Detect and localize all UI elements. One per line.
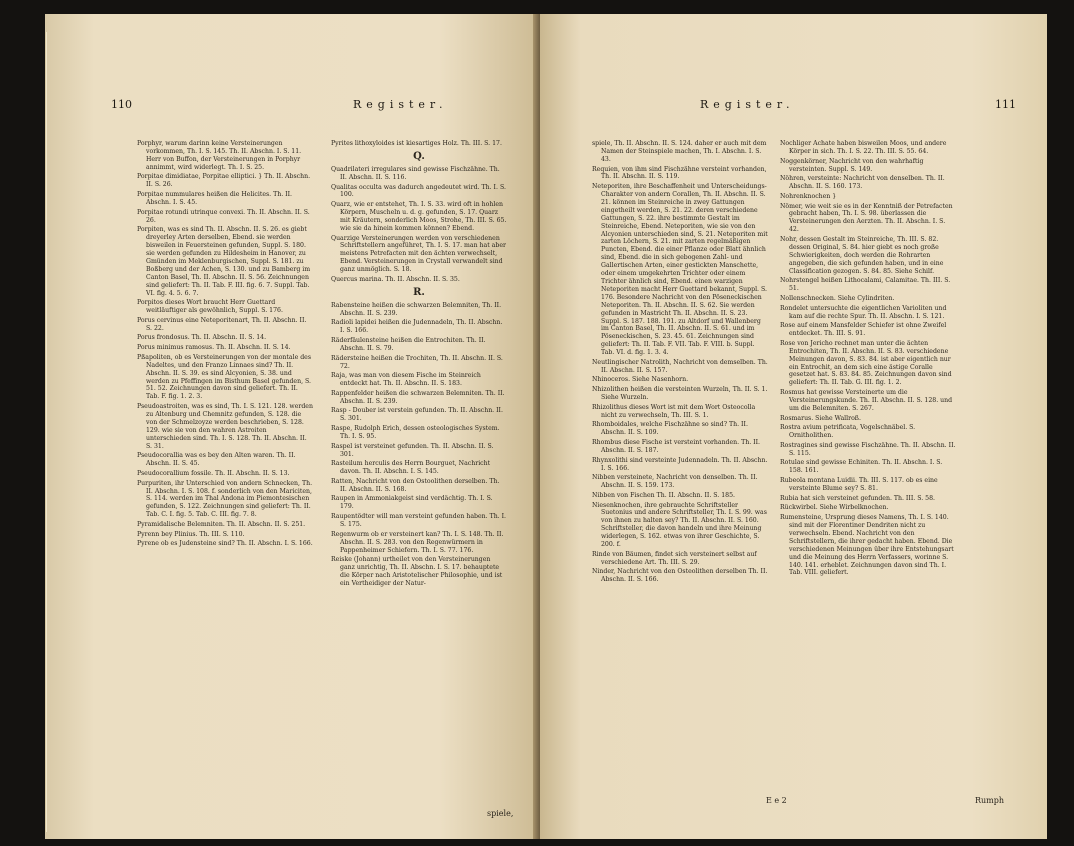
index-entry: Purpuriten, ihr Unterschied von andern Schnecken, Th. II. Abschn. I. S. 108. f. sonderlich von den Mariciten, S. 114. werden im Thal Andona im Piemontesischen gefunden, S. 122. Zeichnungen sind geliefert: Th. II. Tab. C. I. fig. 5. Tab. C. III. fig. 7. 8. [137, 479, 313, 519]
left-catchword: spiele, [487, 809, 514, 818]
index-entry: Nhinoceros. Siehe Nasenhorn. [592, 376, 689, 384]
index-entry: Quarz, wie er entstehet, Th. I. S. 33. wird oft in hohlen Körpern, Muscheln u. d. g. gefunden, S. 17. Quarz mit Kräutern, sonderlich Moos, Strohe, Th. III. S. 65. wie sie da hinein kommen können? Ebend. [331, 201, 507, 232]
index-entry: Porpitae dimidiatae, Porpitae elliptici. } Th. II. Abschn. II. S. 26. [137, 173, 311, 189]
index-entry: spiele, Th. II. Abschn. II. S. 124. daher er auch mit dem Namen der Steinspiele machen, Th. I. Abschn. I. S. 43. [592, 140, 767, 163]
right-column-a [592, 140, 768, 586]
right-running-title: Register. [700, 98, 795, 111]
left-page-number: 110 [111, 98, 132, 111]
left-page-header [45, 98, 538, 116]
index-entry: Raspel ist versteinet gefunden. Th. II. Abschn. II. S. 301. [331, 442, 494, 458]
index-entry: Quadrilateri irregulares sind gewisse Fischzähne. Th. II. Abschn. II. S. 116. [331, 165, 500, 181]
index-entry: Rasp - Douber ist verstein gefunden. Th. II. Abschn. II. S. 301. [331, 407, 503, 423]
index-entry: Requien, von ihm sind Fischzähne versteint vorhanden, Th. II. Abschn. II. S. 119. [592, 165, 767, 181]
index-entry: Pßapoliten, ob es Versteinerungen von der montale des Nadeltes, und den Franzo Linnaes sind? Th. II. Abschn. II. S. 39. es sind Alcyonien, S. 38. und werden zu Pfeffingen im Bisthum Basel gefunden, S. 51. 52. Zeichnungen davon sind geliefert. Th. II. Tab. F. fig. 1. 2. 3. [137, 353, 312, 401]
index-entry: Nöhren, versteinte: Nachricht von denselben. Th. II. Abschn. II. S. 160. 173. [780, 175, 945, 191]
index-entry: Nibben von Fischen Th. II. Abschn. II. S. 185. [592, 491, 736, 499]
index-entry: Radioli lapidei heißen die Judennadeln, Th. II. Abschn. I. S. 166. [331, 319, 503, 335]
index-entry: Pyrene ob es Judensteine sind? Th. II. Abschn. I. S. 166. [137, 540, 313, 548]
index-entry: Porus minimus ramosus. Th. II. Abschn. II. S. 14. [137, 344, 291, 352]
index-entry: Quercus marina. Th. II. Abschn. II. S. 35. [331, 275, 460, 283]
index-entry: Neutlingischer Natrolith, Nachricht von demselben. Th. II. Abschn. II. S. 157. [592, 358, 768, 374]
index-entry: Raupen in Ammoniakgeist sind verdächtig. Th. I. S. 179. [331, 495, 493, 511]
section-letter: Q. [413, 150, 425, 162]
left-running-title: Register. [353, 98, 448, 111]
index-entry: Nohrenknochen } [780, 192, 837, 200]
right-page [540, 14, 1047, 839]
index-entry: Porpitae nummulares heißen die Helicites. Th. II. Abschn. I. S. 45. [137, 191, 293, 206]
index-entry: Nohrstengel heißen Lithocalami, Calamitae. Th. III. S. 51. [780, 277, 951, 293]
index-entry: Rostra avium petrificata, Vogelschnäbel. S. Ornitholithen. [780, 424, 916, 440]
right-catchword: Rumph [975, 796, 1005, 805]
index-entry: Raupentödter will man versteint gefunden haben. Th. I. S. 175. [331, 513, 507, 528]
index-entry: Rubia hat sich versteinet gefunden. Th. III. S. 58. [780, 494, 935, 502]
left-column-a [137, 140, 313, 550]
index-entry: Nollenschnecken. Siehe Cylindriten. [780, 294, 895, 302]
right-column-b [780, 140, 956, 579]
index-entry: Noggenkörner, Nachricht von den wahrhaftig versteinten. Suppl. S. 149. [780, 157, 924, 173]
index-entry: Ratten, Nachricht von den Ostoolithen derselben. Th. II. Abschn. II. S. 168. [331, 477, 500, 493]
index-entry: Nhizolithen heißen die versteinten Wurzeln, Th. II. S. 1. Siehe Wurzeln. [592, 386, 768, 402]
index-entry: Pseudocorallium fossile. Th. II. Abschn. II. S. 13. [137, 469, 290, 477]
index-entry: Porphyr, warum darinn keine Versteinerungen vorkommen, Th. I. S. 145. Th. II. Abschn. I. S. 11. Herr von Buffon, der Versteinerungen in Porphyr annimmt, wird widerlegt. Th. I. S. 25. [137, 140, 302, 171]
index-entry: Rubeola montana Luidii. Th. III. S. 117. ob es eine versteinte Blume sey? S. 81. [780, 477, 938, 492]
index-entry: Rostragines sind gewisse Fischzähne. Th. II. Abschn. II. S. 115. [780, 441, 956, 457]
index-entry: Rhombus diese Fische ist versteint vorhanden. Th. II. Abschn. II. S. 187. [592, 439, 760, 454]
signature-mark: E e 2 [766, 796, 787, 805]
index-entry: Pseudoastroiten, was es sind, Th. I. S. 121. 128. werden zu Altenburg und Chemnitz gefunden, S. 128. die von der Schmelzoyze werden beschrieben, S. 128. 129. wie sie von den wahren Astroiten unterschieden sind. Th. I. S. 128. Th. II. Abschn. II. S. 31. [137, 403, 313, 450]
index-entry: Rhomboidales, welche Fischzähne so sind? Th. II. Abschn. II. S. 109. [592, 421, 748, 437]
index-entry: Rückwirbel. Siehe Wirbelknochen. [780, 504, 889, 512]
index-entry: Rhynxolithi sind versteinte Judennadeln. Th. II. Abschn. I. S. 166. [592, 456, 768, 472]
index-entry: Reiske (Johann) urtheilet von den Versteinerungen ganz unrichtig, Th. II. Abschn. I. S. 17. behauptete die Körper nach Aristotelischer Philosophie, und ist ein Vertheidiger der Natur- [331, 556, 503, 587]
index-entry: Porus cervinus eine Neteporitenart, Th. II. Abschn. II. S. 22. [137, 316, 307, 332]
index-entry: Nibben versteinete, Nachricht von denselben. Th. II. Abschn. II. S. 159. 173. [592, 474, 758, 490]
right-page-number: 111 [995, 98, 1016, 111]
index-entry: Rosmarus. Siehe Wallroß. [780, 414, 861, 422]
index-entry: Porpiten, was es sind Th. II. Abschn. II. S. 26. es giebt dreyerley Arten derselben, Ebend. sie werden bisweilen in Feuersteinen gefunden, Suppl. S. 180. sie werden gefunden zu Hildesheim in Hanover, zu Gmünden im Meklenburgischen, Suppl. S. 181. zu Boßberg und der Achen, S. 130. und zu Bamberg im Canton Basel, Th. II. Abschn. II. S. 56. Zeichnungen sind geliefert: Th. II. Tab. F. III. fig. 6. 7. Suppl. Tab. VI. fig. 4. 5. 6. 7. [137, 226, 311, 297]
index-entry: Nohr, dessen Gestalt im Steinreiche, Th. III. S. 82. dessen Original, S. 84. hier giebt es noch große Schwierigkeiten, doch werden die Rohrarten angegeben, die sich gefunden haben, und in eine Classification gezogen. S. 84. 85. Siehe Schilf. [780, 235, 944, 275]
index-entry: Rasteilum herculis des Herrn Bourguet, Nachricht davon. Th. II. Abschn. I. S. 145. [331, 460, 491, 476]
index-entry: Nömer, wie weit sie es in der Kenntniß der Petrefacten gebracht haben, Th. I. S. 98. überlassen die Versteinerungen den Aerzten. Th. II. Abschn. I. S. 42. [780, 202, 953, 234]
index-entry: Niesenknochen, ihre gebrauchte Schriftsteller Suetonius und andere Schriftsteller, Th. I. S. 99. was von ihnen zu halten sey? Th. II. Abschn. II. S. 160. Schriftsteller, die davon handeln und ihre Meinung widerlegen, S. 162. etwas von ihrer Geschichte, S. 200. f. [592, 501, 767, 549]
index-entry: Qualitas occulta was dadurch angedeutet wird. Th. I. S. 100. [331, 183, 506, 199]
index-entry: Raja, was man von diesem Fische im Steinreich entdeckt hat. Th. II. Abschn. II. S. 183. [331, 372, 481, 388]
index-entry: Regenwurm ob er versteinert kan? Th. I. S. 148. Th. II. Abschn. II. S. 283. von den Regenwürmern in Pappenheimer Schiefern. Th. I. S. 77. 176. [331, 530, 504, 554]
section-letter: R. [413, 286, 425, 298]
index-entry: Porpitos dieses Wort braucht Herr Guettard weitläuftiger als gewöhnlich, Suppl. S. 176. [137, 299, 283, 315]
index-entry: Rose auf einem Mansfelder Schiefer ist ohne Zweifel entdecket. Th. III. S. 91. [780, 322, 947, 338]
index-entry: Neteporiten, ihre Beschaffenheit und Unterscheidungs-Charakter von andern Corallen, Th. II. Abschn. II. S. 21. können im Steinreiche in zwey Gattungen eingetheilt werden, S. 21. 22. deren verschiedene Gattungen, S. 22. ihre bestimmte Gestalt im Steinreiche, Ebend. Neteporiten, wie sie von den Alcyonien unterschieden sind, S. 21. Neteporiten mit zarten Löchern, S. 21. mit zarten regelmäßigen Puncten, Ebend. die einer Pflanze oder Blatt ähnlich sind, Ebend. die in sich gebogenen Zahl- und Gallertischen Arten, einer gestickten Manschette, oder einem umgekehrten Trichter oder einem Trichter ähnlich sind, Ebend. einen warzigen Neteporiten macht Herr Guettard bekannt, Suppl. S. 176. Besondere Nachricht von den Pöseneckischen Neteporiten. Th. II. Abschn. II. S. 62. Sie werden gefunden in Mastricht Th. II. Abschn. II. S. 23. Suppl. S. 187. 188. 191. zu Altdorf und Wallenberg im Canton Basel, Th. II. Abschn. II. S. 61. und im Pöseneckischen, S. 23. 45. 61. Zeichnungen sind geliefert: Th. II. Tab. F. VII. Tab. F. VIII. b. Suppl. Tab. VI. d. fig. 1. 3. 4. [592, 183, 768, 357]
index-entry: Rabensteine heißen die schwarzen Belemniten, Th. II. Abschn. II. S. 239. [331, 301, 502, 317]
index-entry: Pseudocorallia was es bey den Alten waren. Th. II. Abschn. II. S. 45. [137, 452, 296, 468]
index-entry: Porpitae rotundi utrinque convexi. Th. II. Abschn. II. S. 26. [137, 208, 310, 224]
index-entry: Rumensteine, Ursprung dieses Namens, Th. I. S. 140. sind mit der Florentiner Dendriten nicht zu verwechseln. Ebend. Nachricht von den Schriftstellern, die ihrer gedacht haben. Ebend. Die verschiedenen Meinungen über ihre Entstehungsart und die Meinung des Herrn Verfassers, worinne S. 140. 141. erheblet. Zeichnungen davon sind Th. I. Tab. VIII. geliefert. [780, 514, 954, 577]
index-entry: Pyramidalische Belemniten. Th. II. Abschn. II. S. 251. [137, 520, 306, 528]
book-spread [45, 14, 1047, 839]
index-entry: Pyrites lithoxyloides ist kiesartiges Holz. Th. III. S. 17. [331, 140, 502, 147]
right-page-header [540, 98, 1047, 116]
index-entry: Rose von Jericho rechnet man unter die ächten Entrochiten, Th. II. Abschn. II. S. 83. verschiedene Meinungen davon, S. 83. 84. ist aber eigentlich nur ein Entrochit, an dem sich eine ästige Coralle gesetzet hat. S. 83. 84. 85. Zeichnungen davon sind geliefert: Th. II. Tab. G. III. fig. 1. 2. [780, 339, 952, 387]
index-entry: Rosmus hat gewisse Versteinerte um die Versteinerungskunde. Th. II. Abschn. II. S. 128. und um die Belemniten. S. 267. [780, 389, 953, 412]
page-edges [45, 32, 47, 832]
index-entry: Pyrenn bey Plinius. Th. III. S. 110. [137, 530, 245, 538]
index-entry: Quarzige Versteinerungen werden von verschiedenen Schriftstellern angeführet, Th. I. S. 17. man hat aber meistens Petrefacten mit den ächten verwechselt, Ebend. Versteinerungen in Crystall verwandelt sind ganz unmöglich. S. 18. [331, 234, 506, 274]
index-entry: Raspe, Rudolph Erich, dessen osteologisches System. Th. I. S. 95. [331, 425, 500, 440]
index-entry: Ninder, Nachricht von den Osteolithen derselben Th. II. Abschn. II. S. 166. [592, 568, 768, 584]
index-entry: Rotulae sind gewisse Echiniten. Th. II. Abschn. I. S. 158. 161. [780, 459, 943, 475]
left-column-b [331, 140, 507, 590]
index-entry: Rappenfelder heißen die schwarzen Belemniten. Th. II. Abschn. II. S. 239. [331, 389, 505, 405]
index-entry: Rondelet untersuchte die eigentlichen Varioliten und kam auf die rechte Spur. Th. II. Abschn. I. S. 121. [780, 304, 947, 320]
index-entry: Nochliger Achate haben bisweilen Moos, und andere Körper in sich. Th. I. S. 22. Th. III. S. 55. 64. [780, 140, 947, 155]
index-entry: Räderfäulensteine heißen die Entrochiten. Th. II. Abschn. II. S. 79. [331, 337, 486, 352]
index-entry: Rädersteine heißen die Trochiten, Th. II. Abschn. II. S. 72. [331, 354, 503, 370]
index-entry: Rinde von Bäumen, findet sich versteinert selbst auf verschiedene Art. Th. III. S. 29. [592, 550, 757, 566]
index-entry: Porus frondosus. Th. II. Abschn. II. S. 14. [137, 334, 267, 342]
index-entry: Rhizolithus dieses Wort ist mit dem Wort Osteocolla nicht zu verwechseln, Th. III. S. 1. [592, 403, 756, 419]
left-page [45, 14, 538, 839]
